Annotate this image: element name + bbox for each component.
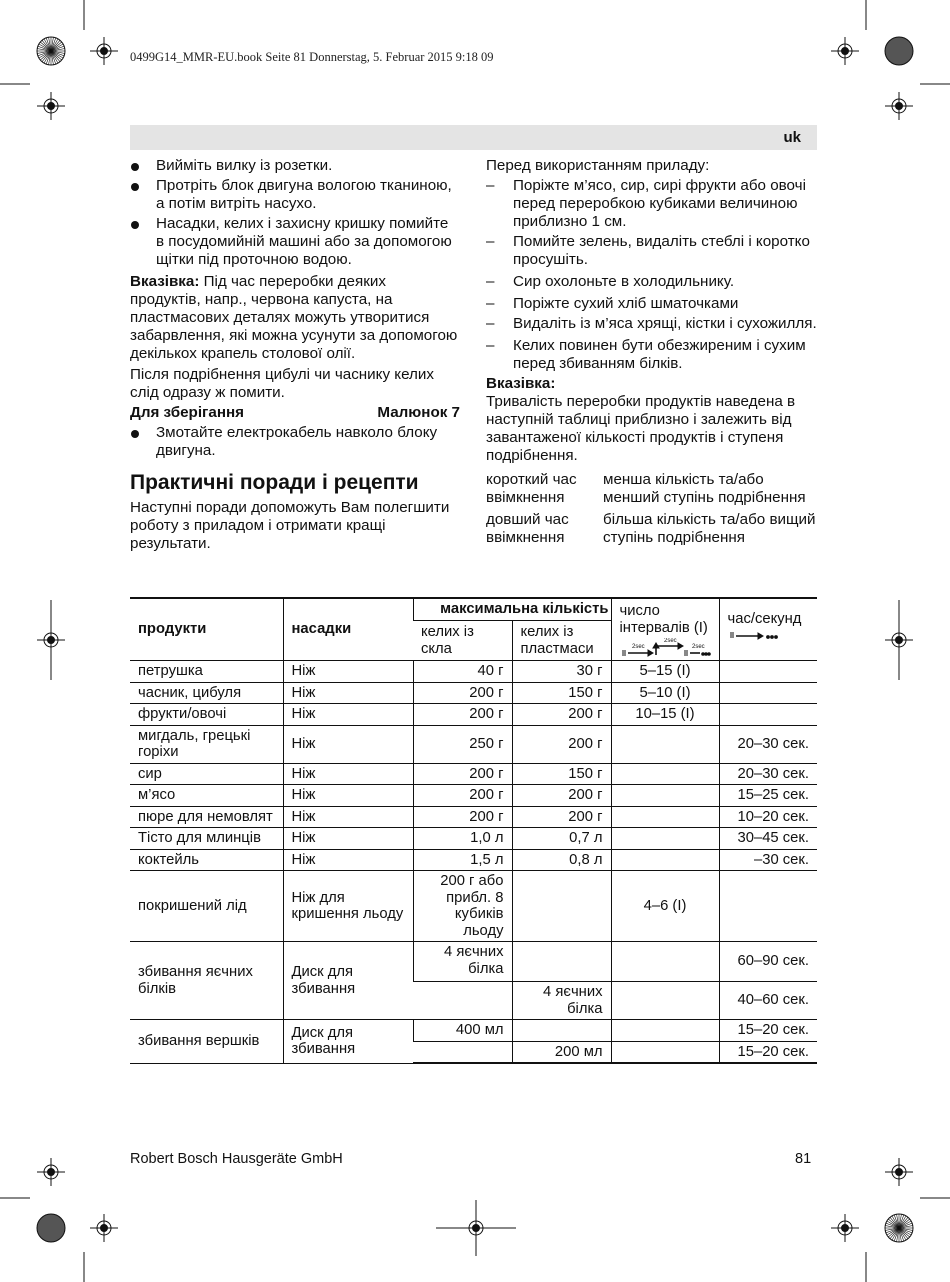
table-row [130,806,817,828]
glass-cell [413,982,512,1020]
time-cell: 30–45 сек. [719,828,817,850]
page-number: 81 [795,1151,812,1167]
language-bar [130,125,817,150]
tool-cell: Диск для збивання [283,942,413,1020]
product-cell: фрукти/овочі [130,704,283,726]
glass-cell: 200 г або прибл. 8 кубиків льоду [413,871,512,942]
list-item: – Поріжте сухий хліб шматочками [486,295,739,312]
intervals-cell [611,1041,719,1063]
legend-long-desc: більша кількість та/або вищий ступінь подрібнення [603,511,816,546]
glass-cell: 200 г [413,704,512,726]
glass-cell: 200 г [413,763,512,785]
product-cell: часник, цибуля [130,682,283,704]
time-cell: –30 сек. [719,849,817,871]
time-cell: 15–25 сек. [719,785,817,807]
note-text: Тривалість переробки продуктів наведена в наступній таблиці приблизно і залежить від завантаженої кількості продуктів і ступеня подрібнення. [486,393,796,464]
time-cell [719,661,817,683]
language-tag: uk [783,129,801,146]
product-cell: м’ясо [130,785,283,807]
product-cell: покришений лід [130,871,283,942]
plastic-cell [512,871,611,942]
glass-cell: 200 г [413,682,512,704]
list-item: Вийміть вилку із розетки. [130,157,460,175]
list-item: – Сир охолоньте в холодильнику. [486,273,735,290]
right-column [486,157,822,547]
svg-text:2sec: 2sec [631,644,645,650]
time-cell [719,704,817,726]
glass-cell: 40 г [413,661,512,683]
product-cell: збивання яєчних білків [130,942,283,1020]
time-cell: 15–20 сек. [719,1041,817,1063]
plastic-cell: 200 г [512,704,611,726]
print-header: 0499G14_MMR-EU.book Seite 81 Donnerstag, 5. Februar 2015 9:18 09 [130,50,494,64]
list-item: – Поріжте м’ясо, сир, сирі фрукти або овочі перед переробкою кубиками величиною приблизно 1 см. [486,177,806,230]
glass-cell: 4 яєчних білка [413,942,512,982]
duration-legend [486,471,822,547]
intervals-cell: 4–6 (I) [611,871,719,942]
plastic-cell: 150 г [512,763,611,785]
legend-short: короткий час ввімкнення [486,471,577,506]
tool-cell: Ніж [283,849,413,871]
tool-cell: Ніж для кришення льоду [283,871,413,942]
glass-cell: 200 г [413,806,512,828]
tool-cell: Ніж [283,661,413,683]
product-cell: збивання вершків [130,1020,283,1064]
intervals-cell: 5–15 (I) [611,661,719,683]
figure-ref: Малюнок 7 [377,404,460,421]
glass-cell: 250 г [413,725,512,763]
interval-icons [620,638,711,658]
table-row [130,725,817,763]
note-onion: Після подрібнення цибулі чи часнику келих слід одразу ж помити. [130,366,434,401]
tool-cell: Ніж [283,785,413,807]
time-cell [719,682,817,704]
table-row [130,828,817,850]
tool-cell: Ніж [283,704,413,726]
list-item: Насадки, келих і захисну кришку помийте в посудомийній машині або за допомогою щітки під проточною водою. [130,215,460,269]
time-cell: 15–20 сек. [719,1020,817,1042]
plastic-cell: 200 г [512,806,611,828]
glass-cell: 200 г [413,785,512,807]
table-row [130,704,817,726]
product-cell: сир [130,763,283,785]
header-intervals: число інтервалів (I) 2sec 2sec 2sec [611,598,719,661]
intervals-cell [611,725,719,763]
product-cell: петрушка [130,661,283,683]
prep-intro: Перед використанням приладу: [486,157,710,174]
tool-cell: Ніж [283,763,413,785]
intervals-cell [611,828,719,850]
table-row [130,849,817,871]
product-cell: Тісто для млинців [130,828,283,850]
glass-cell: 400 мл [413,1020,512,1042]
table-row [130,661,817,683]
note-label: Вказівка: [486,375,556,392]
header-tools: насадки [283,598,413,661]
product-cell: коктейль [130,849,283,871]
time-cell: 20–30 сек. [719,725,817,763]
svg-text:2sec: 2sec [691,644,705,650]
left-column [130,157,460,553]
list-item: – Видаліть із м’яса хрящі, кістки і сухожилля. [486,315,817,332]
section-intro: Наступні поради допоможуть Вам полегшити роботу з приладом і отримати кращі результати. [130,499,450,552]
section-title: Практичні поради і рецепти [130,471,419,494]
table-row [130,785,817,807]
tool-cell: Ніж [283,806,413,828]
tool-cell: Ніж [283,828,413,850]
list-item: – Помийте зелень, видаліть стеблі і коротко просушіть. [486,233,810,268]
continuous-run-icon [728,628,788,642]
intervals-cell [611,982,719,1020]
tool-cell: Ніж [283,725,413,763]
table-row [130,942,817,982]
intervals-cell [611,806,719,828]
note-paragraph: Вказівка: Під час переробки деяких продуктів, напр., червона капуста, на пластмасових деталях можуть утворитися забарвлення, які можна усунути за допомогою декількох крапель столової олії. [130,273,458,362]
list-item: – Келих повинен бути обезжиреним і сухим перед збиванням білків. [486,337,806,372]
list-item: Змотайте електрокабель навколо блоку двигуна. [130,424,460,460]
time-cell: 40–60 сек. [719,982,817,1020]
header-time: час/секунд [719,598,817,661]
glass-cell: 1,5 л [413,849,512,871]
pulse-arrows-icon [620,638,711,658]
svg-text:2sec: 2sec [663,638,677,644]
product-cell: пюре для немовлят [130,806,283,828]
intervals-cell [611,942,719,982]
intervals-cell [611,785,719,807]
plastic-cell [512,1020,611,1042]
legend-long: довший час ввімкнення [486,511,569,546]
product-cell: мигдаль, грецькі горіхи [130,725,283,763]
storage-heading: Для зберігання Малюнок 7 [130,404,460,421]
plastic-cell: 0,7 л [512,828,611,850]
legend-short-desc: менша кількість та/або менший ступінь подрібнення [603,471,806,506]
list-item: Протріть блок двигуна вологою тканиною, а потім витріть насухо. [130,177,460,213]
plastic-cell: 200 г [512,785,611,807]
header-plastic: келих із пластмаси [512,621,611,661]
table-row [130,682,817,704]
plastic-cell: 30 г [512,661,611,683]
recipe-table [130,597,817,1064]
plastic-cell: 200 мл [512,1041,611,1063]
plastic-cell: 200 г [512,725,611,763]
table-row [130,763,817,785]
plastic-cell: 150 г [512,682,611,704]
header-glass: келих із скла [413,621,512,661]
table-row [130,871,817,942]
table-row [130,1020,817,1042]
time-cell: 60–90 сек. [719,942,817,982]
header-products: продукти [130,598,283,661]
time-cell: 20–30 сек. [719,763,817,785]
intervals-cell [611,849,719,871]
glass-cell [413,1041,512,1063]
intervals-cell [611,1020,719,1042]
time-cell [719,871,817,942]
tool-cell: Диск для збивання [283,1020,413,1064]
glass-cell: 1,0 л [413,828,512,850]
tool-cell: Ніж [283,682,413,704]
time-cell: 10–20 сек. [719,806,817,828]
intervals-cell: 10–15 (I) [611,704,719,726]
plastic-cell: 0,8 л [512,849,611,871]
intervals-cell: 5–10 (I) [611,682,719,704]
plastic-cell [512,942,611,982]
header-max: максимальна кількість [413,598,611,621]
intervals-cell [611,763,719,785]
plastic-cell: 4 яєчних білка [512,982,611,1020]
footer-company: Robert Bosch Hausgeräte GmbH [130,1151,343,1167]
